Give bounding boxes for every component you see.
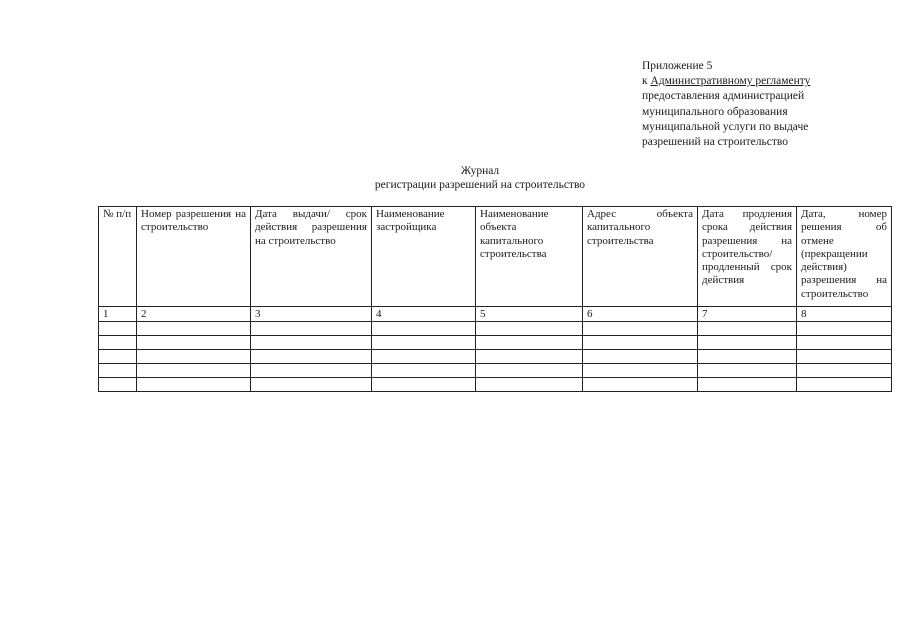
empty-cell[interactable] [137,350,251,364]
empty-cell[interactable] [698,336,797,350]
empty-cell[interactable] [372,336,476,350]
empty-cell[interactable] [797,336,892,350]
document-subtitle: регистрации разрешений на строительство [374,179,586,191]
empty-cell[interactable] [583,322,698,336]
column-number-cell: 8 [797,307,892,322]
empty-cell[interactable] [251,364,372,378]
header-cell-issue-date: Дата выдачи/ срок действия разрешения на строительство [251,207,372,307]
empty-cell[interactable] [476,350,583,364]
empty-cell[interactable] [99,322,137,336]
empty-cell[interactable] [797,322,892,336]
empty-cell[interactable] [797,378,892,392]
empty-cell[interactable] [476,364,583,378]
header-cell-object-name: Наименование объекта капитального строительства [476,207,583,307]
table-row [99,378,892,392]
header-cell-extension-date: Дата продления срока действия разрешения на строительство/ продленный срок действия [698,207,797,307]
empty-cell[interactable] [698,378,797,392]
table-row [99,336,892,350]
column-number-cell: 2 [137,307,251,322]
empty-cell[interactable] [797,364,892,378]
empty-cell[interactable] [698,322,797,336]
empty-cell[interactable] [372,364,476,378]
empty-cell[interactable] [99,350,137,364]
appendix-line-4: муниципального образования [642,105,788,118]
empty-cell[interactable] [137,336,251,350]
empty-cell[interactable] [99,336,137,350]
empty-cell[interactable] [797,350,892,364]
table-row [99,350,892,364]
regulation-link[interactable]: Административному регламенту [650,75,811,88]
header-cell-developer: Наименование застройщика [372,207,476,307]
appendix-reference [642,74,810,89]
appendix-line-5: муниципальной услуги по выдаче [642,120,809,133]
empty-cell[interactable] [251,378,372,392]
appendix-line-3: предоставления администрацией [642,90,805,103]
header-cell-number: № п/п [99,207,137,307]
empty-cell[interactable] [251,350,372,364]
header-cell-cancellation: Дата, номер решения об отмене (прекращении действия) разрешения на строительство [797,207,892,307]
empty-cell[interactable] [99,364,137,378]
empty-cell[interactable] [137,378,251,392]
empty-cell[interactable] [251,336,372,350]
column-number-cell: 7 [698,307,797,322]
column-number-cell: 6 [583,307,698,322]
column-number-cell: 3 [251,307,372,322]
empty-cell[interactable] [372,350,476,364]
table-row [99,364,892,378]
empty-cell[interactable] [583,336,698,350]
empty-cell[interactable] [583,378,698,392]
appendix-number: Приложение 5 [642,60,713,72]
column-number-cell: 5 [476,307,583,322]
empty-cell[interactable] [698,364,797,378]
empty-cell[interactable] [372,322,476,336]
column-number-row [99,307,892,322]
empty-cell[interactable] [137,322,251,336]
empty-cell[interactable] [99,378,137,392]
registration-journal-table [98,206,892,392]
empty-cell[interactable] [698,350,797,364]
appendix-block [642,59,810,150]
empty-cell[interactable] [251,322,372,336]
column-number-cell: 1 [99,307,137,322]
header-cell-permit-number: Номер разрешения на строительство [137,207,251,307]
column-number-cell: 4 [372,307,476,322]
empty-cell[interactable] [476,378,583,392]
empty-cell[interactable] [476,336,583,350]
empty-cell[interactable] [583,364,698,378]
empty-cell[interactable] [476,322,583,336]
empty-cell[interactable] [583,350,698,364]
empty-cell[interactable] [372,378,476,392]
table-row [99,322,892,336]
header-row [99,207,892,307]
empty-cell[interactable] [137,364,251,378]
header-cell-object-address: Адрес объекта капитального строительства [583,207,698,307]
appendix-reference-prefix: к [642,75,651,88]
appendix-line-6: разрешений на строительство [642,136,788,149]
document-title: Журнал [460,165,500,177]
